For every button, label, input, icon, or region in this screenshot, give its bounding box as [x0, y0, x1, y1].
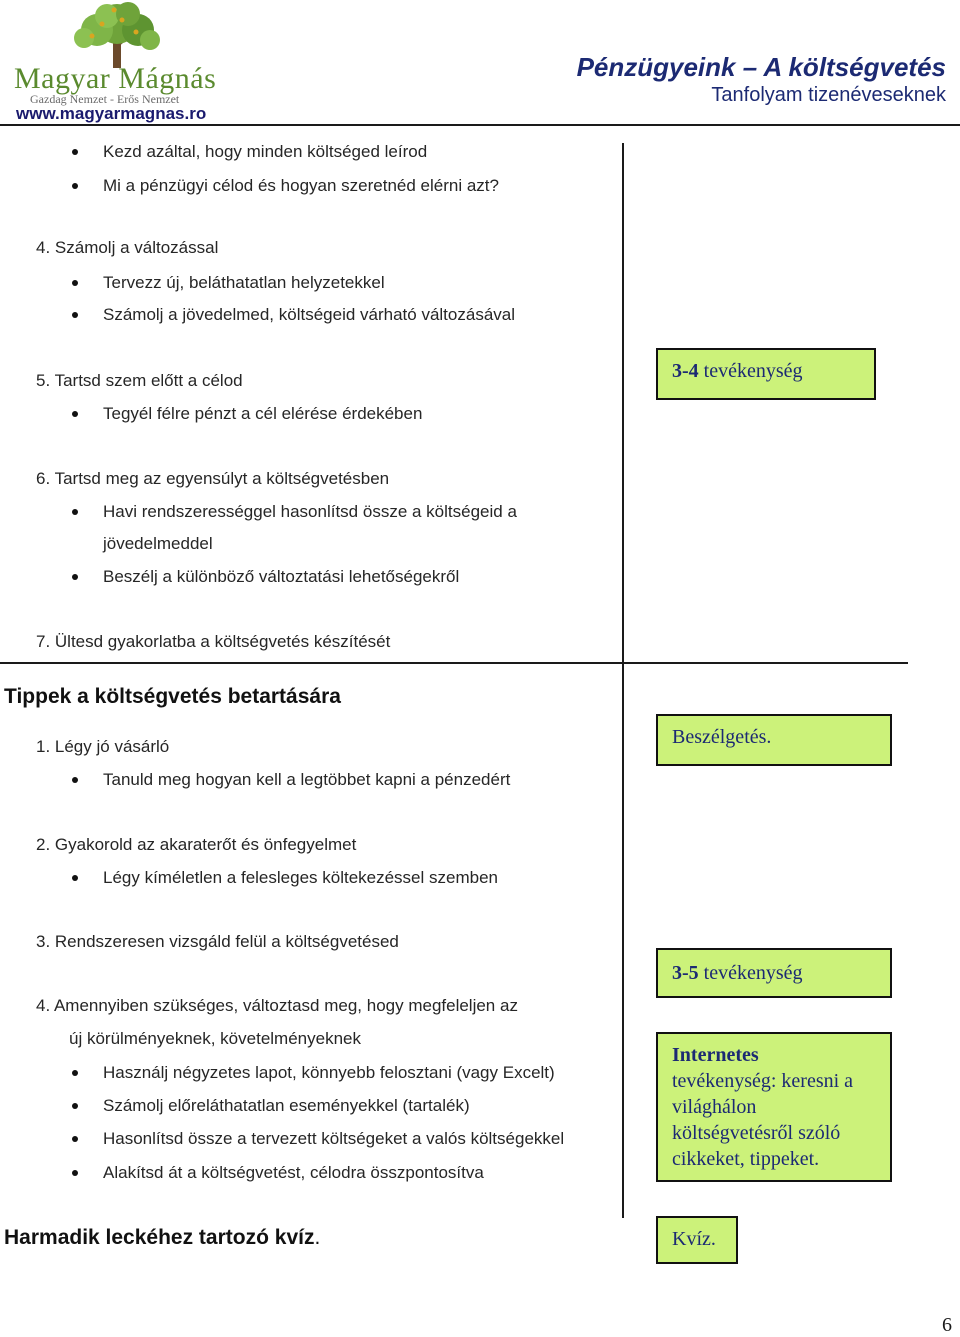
- tip-4: 4. Amennyiben szükséges, változtasd meg, hogy megfeleljen az: [36, 996, 518, 1015]
- bullet-text: Tegyél félre pénzt a cél elérése érdekében: [103, 404, 423, 423]
- tip-3: 3. Rendszeresen vizsgáld felül a költségvetésed: [36, 932, 399, 951]
- bullet-text: Számolj előreláthatatlan eseményekkel (tartalék): [103, 1096, 470, 1115]
- bullet-icon: [72, 777, 78, 783]
- activity-number: 3-5: [672, 962, 699, 984]
- step-6: 6. Tartsd meg az egyensúlyt a költségvetésben: [36, 469, 390, 488]
- tip-2: 2. Gyakorold az akaraterőt és önfegyelmet: [36, 835, 357, 854]
- step-4: 4. Számolj a változással: [36, 238, 219, 257]
- section-divider: [0, 662, 908, 664]
- activity-line: világhálon: [672, 1096, 757, 1118]
- bullet-icon: [72, 1136, 78, 1142]
- bullet-text: Mi a pénzügyi célod és hogyan szeretnéd elérni azt?: [103, 176, 499, 195]
- bullet-text-continued: jövedelmeddel: [103, 534, 213, 553]
- quiz-heading-text: Harmadik leckéhez tartozó kvíz: [4, 1226, 315, 1249]
- tips-heading: Tippek a költségvetés betartására: [4, 685, 341, 708]
- bullet-text: Tervezz új, beláthatatlan helyzetekkel: [103, 273, 385, 292]
- logo-tagline: Gazdag Nemzet - Erős Nemzet: [30, 92, 180, 106]
- step-7: 7. Ültesd gyakorlatba a költségvetés készítését: [36, 632, 391, 651]
- bullet-text: Használj négyzetes lapot, könnyebb felosztani (vagy Excelt): [103, 1063, 555, 1082]
- logo-name: Magyar Mágnás: [14, 62, 217, 95]
- header-divider: [0, 124, 960, 126]
- bullet-icon: [72, 149, 78, 155]
- bullet-icon: [72, 574, 78, 580]
- step-5: 5. Tartsd szem előtt a célod: [36, 371, 243, 390]
- column-divider: [622, 143, 624, 1218]
- bullet-text: Tanuld meg hogyan kell a legtöbbet kapni a pénzedért: [103, 770, 511, 789]
- bullet-icon: [72, 1070, 78, 1076]
- bullet-icon: [72, 1170, 78, 1176]
- activity-box-3-4: [656, 348, 876, 400]
- activity-box-discussion: [656, 714, 892, 766]
- bullet-text: Légy kíméletlen a felesleges költekezéssel szemben: [103, 868, 498, 887]
- activity-label: Kvíz.: [672, 1228, 716, 1250]
- activity-label: [672, 360, 803, 383]
- bullet-text: Számolj a jövedelmed, költségeid várható változásával: [103, 305, 516, 324]
- activity-line: Internetes: [672, 1044, 759, 1066]
- activity-number: 3-4: [672, 360, 699, 382]
- logo-tree-icon: [62, 2, 172, 70]
- bullet-text: Alakítsd át a költségvetést, célodra összpontosítva: [103, 1163, 484, 1182]
- document-title: Pénzügyeink – A költségvetés: [576, 52, 946, 82]
- bullet-icon: [72, 280, 78, 286]
- tip-1: 1. Légy jó vásárló: [36, 737, 170, 756]
- bullet-text: Kezd azáltal, hogy minden költséged leírod: [103, 142, 428, 161]
- bullet-text: Hasonlítsd össze a tervezett költségeket a valós költségekkel: [103, 1129, 565, 1148]
- bullet-icon: [72, 411, 78, 417]
- activity-box-quiz: [656, 1216, 738, 1264]
- bullet-icon: [72, 1103, 78, 1109]
- quiz-heading-period: .: [314, 1226, 321, 1249]
- bullet-text: Beszélj a különböző változtatási lehetőségekről: [103, 567, 460, 586]
- document-subtitle: Tanfolyam tizenéveseknek: [711, 84, 946, 106]
- logo-url-link[interactable]: www.magyarmagnas.ro: [16, 104, 207, 123]
- bullet-icon: [72, 183, 78, 189]
- page-number: 6: [942, 1314, 952, 1336]
- bullet-text: Havi rendszerességgel hasonlítsd össze a költségeid a: [103, 502, 517, 521]
- activity-line: cikkeket, tippeket.: [672, 1148, 820, 1170]
- activity-text: tevékenység: [698, 360, 803, 382]
- bullet-icon: [72, 875, 78, 881]
- activity-label: Beszélgetés.: [672, 726, 772, 748]
- activity-text: tevékenység: [698, 962, 803, 984]
- bullet-icon: [72, 312, 78, 318]
- activity-box-internet: [656, 1032, 892, 1182]
- tip-4-continued: új körülményeknek, követelményeknek: [69, 1029, 361, 1048]
- quiz-heading: [4, 1226, 320, 1250]
- activity-line: költségvetésről szóló: [672, 1122, 841, 1144]
- activity-line: tevékenység: keresni a: [672, 1070, 854, 1092]
- activity-label: [672, 962, 803, 985]
- activity-box-3-5: [656, 948, 892, 998]
- bullet-icon: [72, 509, 78, 515]
